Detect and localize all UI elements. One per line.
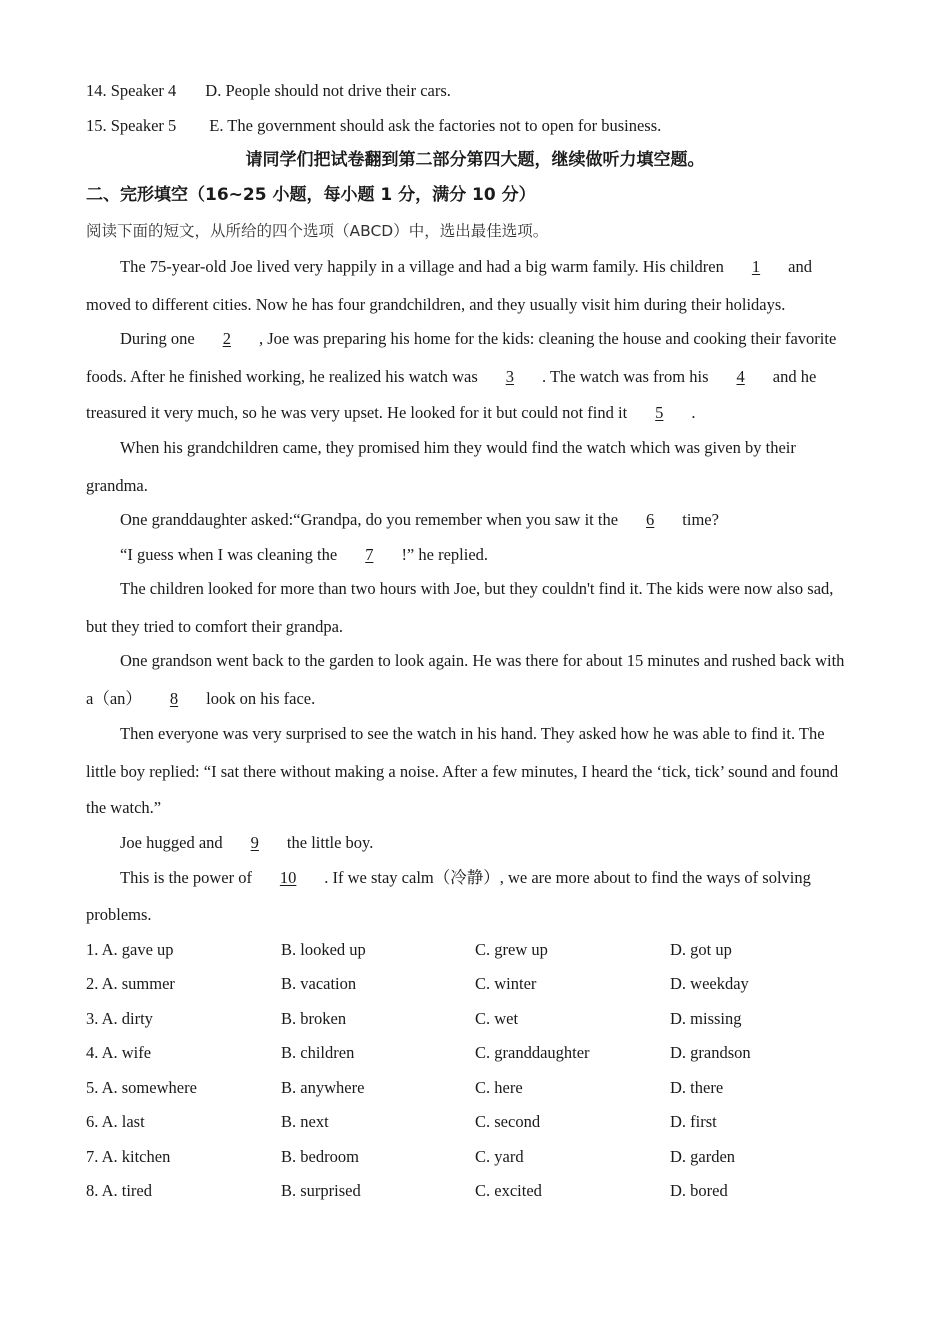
passage-line xyxy=(86,369,816,386)
option-c: C. wet xyxy=(475,1009,519,1028)
blank-7: 7 xyxy=(365,545,374,564)
passage-text: During one xyxy=(120,329,195,348)
option-d: D. weekday xyxy=(670,974,749,993)
option-b: B. children xyxy=(281,1043,355,1062)
option-c: C. granddaughter xyxy=(475,1043,590,1062)
blank-10: 10 xyxy=(279,868,297,887)
option-a: 1. A. gave up xyxy=(86,940,174,959)
option-a: 6. A. last xyxy=(86,1112,145,1131)
speaker-line-14 xyxy=(86,83,451,100)
option-a: 5. A. somewhere xyxy=(86,1078,197,1097)
option-b: B. looked up xyxy=(281,940,366,959)
passage-text: . If we stay calm（冷静）, we are more about to find the ways of solving xyxy=(324,868,811,887)
passage-line: problems. xyxy=(86,905,152,924)
passage-text: a（an） xyxy=(86,689,142,708)
passage-text: the little boy. xyxy=(286,833,374,852)
option-b: B. anywhere xyxy=(281,1078,365,1097)
option-b: B. vacation xyxy=(281,974,357,993)
passage-text: , Joe was preparing his home for the kids: cleaning the house and cooking their favorite xyxy=(258,329,837,348)
passage-line xyxy=(120,870,811,887)
passage-line: The children looked for more than two hours with Joe, but they couldn't find it. The kids were now also sad, xyxy=(120,579,834,598)
passage-line xyxy=(86,691,315,708)
passage-line xyxy=(120,835,373,852)
option-d: D. first xyxy=(670,1112,717,1131)
passage-line xyxy=(120,259,812,276)
passage-text: This is the power of xyxy=(120,868,252,887)
passage-text: One granddaughter asked:“Grandpa, do you remember when you saw it the xyxy=(120,510,619,529)
passage-line: little boy replied: “I sat there without making a noise. After a few minutes, I heard the ‘tick, tick’ sound and found xyxy=(86,762,839,781)
turn-page-notice: 请同学们把试卷翻到第二部分第四大题，继续做听力填空题。 xyxy=(245,150,705,170)
option-c: C. yard xyxy=(475,1147,524,1166)
passage-line: Then everyone was very surprised to see the watch in his hand. They asked how he was able to find it. The xyxy=(120,724,825,743)
blank-5: 5 xyxy=(655,403,664,422)
passage-text: treasured it very much, so he was very upset. He looked for it but could not find it xyxy=(86,403,628,422)
option-b: B. surprised xyxy=(281,1181,361,1200)
option-a: 4. A. wife xyxy=(86,1043,152,1062)
passage-line: moved to different cities. Now he has four grandchildren, and they usually visit him during their holidays. xyxy=(86,295,786,314)
blank-2: 2 xyxy=(222,329,231,348)
passage-line xyxy=(120,512,719,529)
speaker-statement: E. The government should ask the factories not to open for business. xyxy=(209,116,662,135)
passage-text: and he xyxy=(772,367,817,386)
passage-line: grandma. xyxy=(86,476,148,495)
option-d: D. got up xyxy=(670,940,732,959)
blank-4: 4 xyxy=(736,367,745,386)
passage-text: look on his face. xyxy=(206,689,316,708)
blank-9: 9 xyxy=(250,833,259,852)
speaker-statement: D. People should not drive their cars. xyxy=(205,81,451,100)
option-b: B. bedroom xyxy=(281,1147,359,1166)
option-a: 7. A. kitchen xyxy=(86,1147,171,1166)
option-b: B. broken xyxy=(281,1009,347,1028)
passage-text: . xyxy=(691,403,696,422)
section-title: 二、完形填空（16~25 小题，每小题 1 分，满分 10 分） xyxy=(86,185,536,205)
passage-text: “I guess when I was cleaning the xyxy=(120,545,338,564)
option-c: C. grew up xyxy=(475,940,548,959)
passage-text: !” he replied. xyxy=(401,545,489,564)
option-c: C. here xyxy=(475,1078,523,1097)
option-d: D. missing xyxy=(670,1009,742,1028)
option-c: C. second xyxy=(475,1112,541,1131)
passage-line: the watch.” xyxy=(86,798,162,817)
option-a: 2. A. summer xyxy=(86,974,175,993)
option-a: 8. A. tired xyxy=(86,1181,152,1200)
blank-6: 6 xyxy=(646,510,655,529)
passage-text: and xyxy=(788,257,812,276)
blank-3: 3 xyxy=(505,367,515,386)
option-c: C. excited xyxy=(475,1181,542,1200)
passage-line: When his grandchildren came, they promised him they would find the watch which was given by their xyxy=(120,438,796,457)
blank-1: 1 xyxy=(751,257,761,276)
passage-text: The 75-year-old Joe lived very happily in a village and had a big warm family. His children xyxy=(120,257,724,276)
speaker-line-15 xyxy=(86,118,661,135)
option-d: D. bored xyxy=(670,1181,728,1200)
passage-line: One grandson went back to the garden to look again. He was there for about 15 minutes and rushed back with xyxy=(120,651,845,670)
option-c: C. winter xyxy=(475,974,537,993)
speaker-number: 14. Speaker 4 xyxy=(86,81,177,100)
passage-text: time? xyxy=(682,510,719,529)
option-a: 3. A. dirty xyxy=(86,1009,153,1028)
passage-line xyxy=(120,331,836,348)
passage-line: but they tried to comfort their grandpa. xyxy=(86,617,344,636)
option-d: D. grandson xyxy=(670,1043,751,1062)
passage-line xyxy=(86,405,696,422)
passage-text: Joe hugged and xyxy=(120,833,223,852)
passage-text: foods. After he finished working, he realized his watch was xyxy=(86,367,478,386)
option-b: B. next xyxy=(281,1112,329,1131)
blank-8: 8 xyxy=(169,689,179,708)
option-d: D. there xyxy=(670,1078,724,1097)
passage-line xyxy=(120,547,488,564)
passage-text: . The watch was from his xyxy=(542,367,709,386)
option-d: D. garden xyxy=(670,1147,736,1166)
speaker-number: 15. Speaker 5 xyxy=(86,116,177,135)
instruction: 阅读下面的短文，从所给的四个选项（ABCD）中，选出最佳选项。 xyxy=(86,222,549,240)
